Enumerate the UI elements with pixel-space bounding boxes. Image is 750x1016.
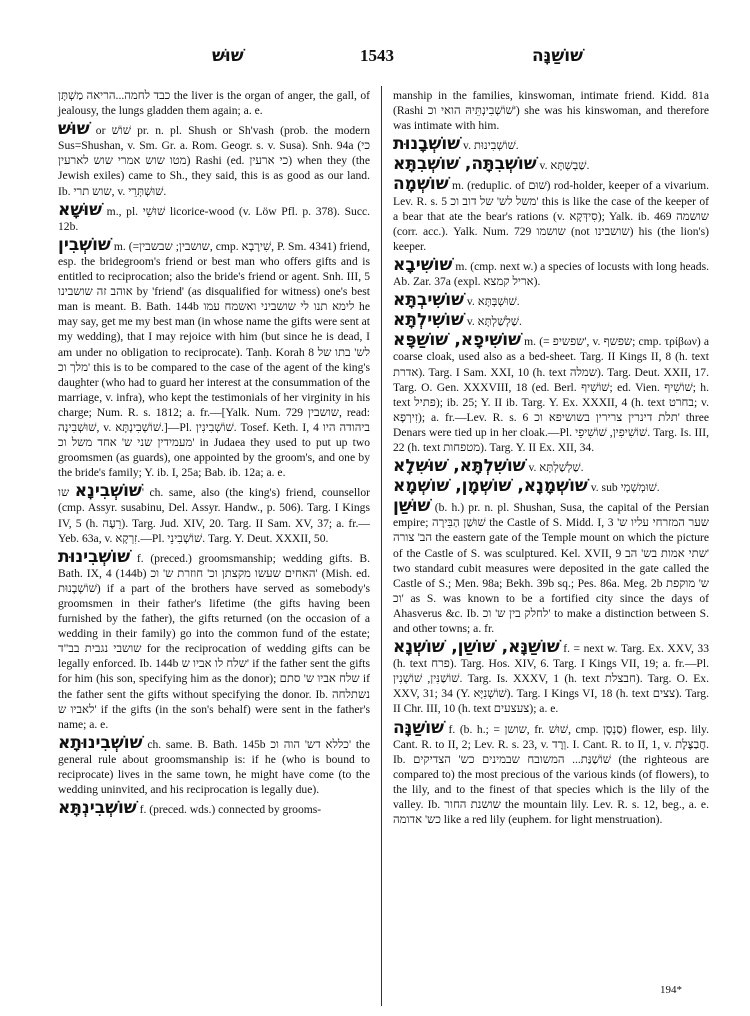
entry-definition: or שׁוֹשׁ pr. n. pl. Shush or Sh'vash (prob. the modern Sus=Shushan, v. Sm. Gr. a. Rom. Geogr. s. v. Susa). Snh. 94a (כי מטו שוש אמרי שוש לארעין) Rashi (ed. כי ארעין) when they (the Jewish exiles) came to Sh., they said, this is as good as our land. Ib. שוש תרי, v. שׁוּשְׁתְּרֵי. [58, 124, 371, 198]
entry-definition: v. שַׁלְשַׁלְתָּא. [528, 461, 584, 475]
entry-definition: v. שַׁלְשַׁלְתָּא. [466, 315, 522, 329]
entry-headword: שׁוֹשִׁילְתָּא [393, 310, 464, 331]
entry-definition: m. (cmp. next w.) a species of locusts with long heads. Ab. Zar. 37a (expl. אריל קמצא). [393, 259, 709, 289]
dictionary-entry [58, 800, 370, 817]
entry-headword: שׁוֹשְׁמָה [393, 174, 449, 195]
entry-definition: (b. h.) pr. n. pl. Shushan, Susa, the capital of the Persian empire; שׁוּשַׁן הַבִּירָה the Castle of S. Midd. I, 3 שער המזרחי עליו ש' הב' צורה the eastern gate of the Temple mount on which the picture of the Castle of S. was sculptured. Kel. XVII, 9 שתי אמות בש' הב' two standard cubit measures were deposited in the gate called the Castle of S.; Men. 98a; Bekh. 39b sq.; Pes. 86a. Meg. 2b ש' מוקפת וכ' as S. was known to be a fortified city since the days of Ahasverus &c. Ib. לחלק בין ש' וכ' to make a distinction between S. and other towns; a. fr. [393, 501, 709, 635]
dictionary-entry [58, 199, 371, 234]
dictionary-entry [393, 312, 709, 329]
entry-definition: m. (=שושבין; שבשבין, cmp. שִׁירָבָא, P. Sm. 4341) friend, esp. the bridegroom's friend or best man who offers gifts and is entitled to reciprocation; also the bride's friend or agent. Snh. III, 5 אוהב זה שושבינו by 'friend' (as disqualified for witness) one's best man is meant. B. Bath. 144b לימא תנו לי שושביני ואשמח עמו he may say, get me my best man (in whose name the gifts were sent at my wedding), that I may rejoice with him (but since he is dead, I am under no obligation to reciprocate). Tanḥ. Korah 8 לש' בתו של מלך וכ' this is to be compared to the case of the agent of the king's daughter (who had to guard her interest at the consummation of the marriage, v. infra), who kept the testimonials of her virginity in his charge; Num. R. s. 1812; a. fr.—[Yalk. Num. 729 שושבין, read: שׁוּשְׁבִינָה, v. שׁוֹשְׁבִינְתָּא.]—Pl. שׁוֹשְׁבִינִין. Tosef. Keth. I, 4 ביהודה היו מעמידין שני ש' אחד משל וכ' in Judaea they used to put up two groomsmen (as guards), one appointed by the groom's, and one by the bride's family; Y. ib. I, 25a; Bab. ib. 12a; a. e. [58, 239, 371, 480]
entry-headword: שׁוֹשְׁבָנוּת [393, 134, 461, 155]
entry-headword: שׁוֹשְׁבִין [58, 234, 111, 255]
entry-headword: שׁוֹשִׁיבְתָּא [393, 290, 464, 311]
dictionary-entry [393, 254, 709, 289]
entry-definition: f. (preced.) groomsmanship; wedding gifts. B. Bath. IX, 4 (144b) האחים שעשו מקצתן וכ' חוזרת ש' וכ' (Mish. ed. שׁוֹשְׁבָנוּת) if a part of the brothers have served as somebody's groomsmen in their father's lifetime (the gifts having been furnished by the father), the gifts returned (on the occasion of a wedding in their family) go into the common fund of the estate; שושבי נגבית בב"ד for the reciprocation of wedding gifts can be legally enforced. Ib. 144b שלח לו אביו ש' if the father sent the gifts for him (his son, specifying him as the donor); שלח אביו ש' סתם if the father sent the gifts without specifying the donor. Ib. נשתלחה לאביו ש' if the gifts (in the son's behalf) were sent in the father's name; a. e. [58, 551, 371, 731]
page-number: 1543 [360, 46, 394, 65]
entry-headword: שׁוּשׁ [58, 119, 90, 140]
dictionary-entry [393, 478, 709, 495]
dictionary-entry [58, 546, 371, 732]
entry-headword: שׁוֹשַׁנָּא, שׁוֹשַׁן, שׁוֹשְׁנָא [393, 637, 560, 658]
entry-headword: שׁוֹשַׁנָּה [393, 717, 444, 738]
entry-headword: שׁוֹשְׁבִינוּתָא [58, 732, 143, 753]
page-header [0, 46, 750, 72]
column-divider [381, 86, 382, 1006]
entry-definition: m., pl. שׁוּשֵׁי licorice-wood (v. Löw Pfl. p. 378). Succ. 12b. [58, 204, 371, 233]
entry-headword: שׁוֹשְׁבִתָּה, שׁוֹשְׁבִתָּא [393, 154, 537, 175]
dictionary-entry [393, 717, 709, 828]
dictionary-entry [393, 136, 709, 153]
dictionary-entry [393, 156, 709, 173]
entry-headword: שׁוּשַׁן [393, 496, 431, 517]
entry-definition: v. שַׁבְשְׁתָּא. [539, 159, 590, 173]
entry-definition: כבד לחמה...הריאה מַשְׁתָּן the liver is the organ of anger, the gall, of jealousy, the lungs gladden them again; a. e. [58, 89, 370, 118]
right-column [393, 88, 709, 830]
entry-headword: שׁוֹשְׁבִינְתָּא [58, 798, 137, 819]
left-column [58, 88, 370, 820]
entry-headword: שׁוֹשִׁלְתָּא, שׁוּשִׁלָא [393, 456, 526, 477]
entry-headword: שׁוֹשְׁבִינוּת [58, 546, 131, 567]
entry-definition: manship in the families, kinswoman, intimate friend. Kidd. 81a (Rashi שׁוֹשְׁבִינְתֵּיהּ הואי וכ') she was his kinswoman, and therefore was intimate with him. [393, 89, 709, 133]
entry-definition: v. שׁוּשְׁבְּתָּא. [466, 295, 520, 309]
dictionary-entry [393, 176, 709, 253]
right-guide-word: שׁוֹשַׁנָּה [532, 46, 583, 66]
entry-definition: v. sub שׁוּמְשְׁמָי. [590, 481, 660, 495]
entry-definition: v. שׁוֹשְׁבִינוּת. [463, 139, 519, 153]
signature-mark: 194* [660, 984, 682, 996]
entry-definition: שו' ch. same, also (the king's) friend, counsellor (cmp. Assyr. susabinu, Del. Assyr. Handw., p. 506). Targ. I Kings IV, 5 (h. רֵעֶה). Targ. Jud. XIV, 20. Targ. II Sam. XV, 37; a. fr.—Yeb. 63a, v. זִרְקָא.—Pl. שׁוֹשְׁבִינֵי. Targ. Y. Deut. XXXII, 50. [58, 486, 371, 545]
dictionary-entry [58, 234, 371, 481]
entry-definition: f. (b. h.; = שושן, fr. שׁוּשׁ, cmp. סַנְסָן) flower, esp. lily. Cant. R. to II, 2; Lev. R. s. 23, v. וְרֶד. I. Cant. R. to II, 1, v. חֲבַצֶּלֶת. Ib. שׁוֹשַׁנַּת... המשובח שבמינים כש' הצדיקים (the righteous are compared to) the most precious of the various kinds (of flowers), to the lily, and to the finest of that species which is the lily of the valley. Ib. שושנת החור the mountain lily. Lev. R. s. 12, beg., a. e. כש' אדומה like a red lily (euphem. for light menstruation). [393, 722, 709, 827]
entry-headword: שׁוֹשְׁבִינָא [74, 481, 142, 502]
dictionary-entry [393, 88, 709, 133]
entry-headword: שׁוֹשְׁמָנָא, שׁוֹשְׁמָן, שׁוֹשְׁמָא [393, 476, 588, 497]
entry-headword: שׁוֹשִׁיבָא [393, 254, 453, 275]
dictionary-entry [58, 732, 370, 797]
dictionary-entry [393, 458, 709, 475]
entry-definition: m. (= שפשיפ', v. שפשף; cmp. τρίβων) a coarse cloak, used also as a bed-sheet. Targ. II Kings II, 8 (h. text אדרת). Targ. I Sam. XXI, 10 (h. text שמלה). Targ. Deut. XXII, 17. Targ. O. Gen. XXXVIII, 18 (ed. Berl. שׁוֹשִׁיף; ed. Vien. שׁוֹשִׁיף; h. text פתיל); ib. 25; Y. II ib. Targ. Y. Ex. XXXII, 4 (h. text בחרט; v. זִירְפָא); a. fr.—Lev. R. s. 6 תלת דינרין צרירין בשושיפא וכ' three Denars were tied up in her cloak.—Pl. שׁוֹשִׁיפִין, שׁוֹשִׁיפֵי. Targ. Is. III, 22 (h. text מטפחות). Targ. Y. II Ex. XII, 34. [393, 335, 709, 454]
entry-definition: f. = next w. Targ. Ex. XXV, 33 (h. text פרח). Targ. Hos. XIV, 6. Targ. I Kings VII, 19; a. fr.—Pl. שׁוֹשַׁנִּין, שׁוֹשְׁנִין. Targ. Is. XXXV, 1 (h. text חבצלת). Targ. O. Ex. XXV, 31; 34 (Y. שׁוֹשְׁנִיָּא). Targ. I Kings VI, 18 (h. text צצים). Targ. II Chr. III, 10 (h. text צעצעים); a. e. [393, 642, 709, 716]
left-guide-word: שׁוּשׁ [212, 46, 244, 66]
dictionary-entry [393, 639, 709, 716]
entry-definition: ch. same. B. Bath. 145b כללא דש' הוה וכ' the general rule about groomsmanship is: if he (who is bound to reciprocate) lives in the same town, he might have come (to the wedding uninvited, and his reciprocation is legally due). [58, 737, 370, 797]
entry-definition: m. (reduplic. of שׁוּם) rod-holder, keeper of a vivarium. Lev. R. s. 5 משל לש' של דוב וכ' this is like the case of the keeper of a bear that ate the bear's rations (v. סִידְּקָא); Yalk. ib. 469 שושמה (corr. acc.). Yalk. Num. 729 שושמו (not שושבינו) his (the lion's) keeper. [393, 179, 710, 253]
dictionary-entry [58, 483, 370, 545]
entry-definition: f. (preced. wds.) connected by grooms- [139, 803, 322, 817]
entry-headword: שׁוֹשִׁיפָא, שׁוֹשַׁפָּא [393, 330, 521, 351]
dictionary-entry [393, 498, 709, 636]
dictionary-entry [393, 332, 709, 455]
dictionary-entry [58, 88, 370, 118]
dictionary-entry [58, 121, 370, 198]
entry-headword: שׁוּשָׁא [58, 199, 102, 220]
dictionary-entry [393, 292, 709, 309]
